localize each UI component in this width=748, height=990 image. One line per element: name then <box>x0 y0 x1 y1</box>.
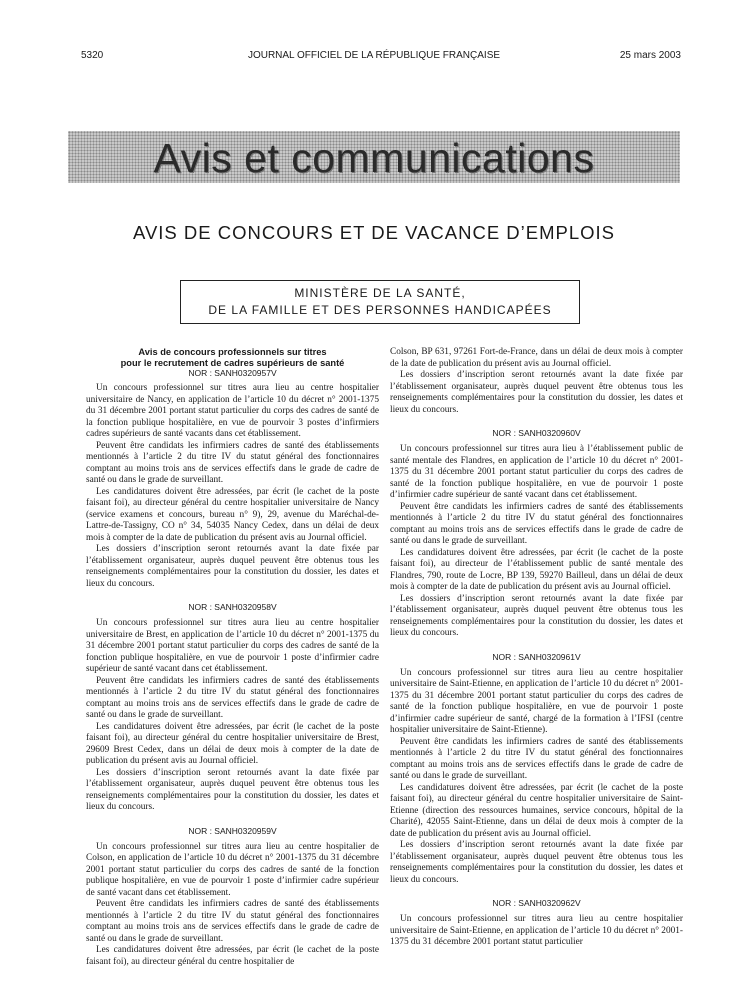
notice-group-title-line2: pour le recrutement de cadres supérieurs de santé <box>120 357 345 368</box>
nor-reference: NOR : SANH0320957V <box>188 368 277 378</box>
paragraph: Les dossiers d’inscription seront retournés avant la date fixée par l’établissement organisateur, auprès duquel peuvent être obtenus tous les renseignements complémentaires pour la constitution du dossier, les dates et lieux du concours. <box>86 544 379 589</box>
main-title: AVIS DE CONCOURS ET DE VACANCE D’EMPLOIS <box>132 222 616 243</box>
journal-title: JOURNAL OFFICIEL DE LA RÉPUBLIQUE FRANÇAISE <box>247 50 501 61</box>
ministry-line1: MINISTÈRE DE LA SANTÉ, <box>294 286 466 300</box>
paragraph: Les candidatures doivent être adressées, par écrit (le cachet de la poste faisant foi), au directeur général du centre hospitalier universitaire de Nancy (service examens et concours, bureau n° 9), 29, avenue du Maréchal-de-Lattre-de-Tassigny, CO n° 34, 54035 Nancy Cedex, dans un délai de deux mois à compter de la date de publication du présent avis au Journal officiel. <box>86 486 379 543</box>
paragraph: Les candidatures doivent être adressées, par écrit (le cachet de la poste faisant foi), au directeur général du centre hospitalier universitaire de Saint-Etienne (direction des ressources humaines, service concours, hôpital de la Charité), 42055 Saint-Etienne, dans un délai de deux mois à compter de la date de publication du présent avis au Journal officiel. <box>390 782 683 839</box>
nor-reference: NOR : SANH0320959V <box>188 825 277 836</box>
page-number: 5320 <box>81 50 104 61</box>
paragraph: Les dossiers d’inscription seront retournés avant la date fixée par l’établissement organisateur, auprès duquel peuvent être obtenus tous les renseignements complémentaires pour la constitution du dossier, les dates et lieux du concours. <box>86 767 379 812</box>
issue-date: 25 mars 2003 <box>619 50 681 61</box>
paragraph: Un concours professionnel sur titres aura lieu à l’établissement public de santé mentale des Flandres, en application de l’article 10 du décret n° 2001-1375 du 31 décembre 2001 portant statut particulier du corps des cadres de santé de la fonction publique hospitalière, en vue de pourvoir 1 poste d’infirmier cadre supérieur de santé vacant dans cet établissement. <box>390 444 683 500</box>
paragraph: Peuvent être candidats les infirmiers cadres de santé des établissements mentionnés à l’article 2 du titre IV du statut général des fonctionnaires comptant au moins trois ans de services effectifs dans le grade de cadre de santé ou dans le grade de surveillant. <box>390 501 683 546</box>
page-header <box>0 50 748 66</box>
notice-group-title-line1: Avis de concours professionnels sur titres <box>138 347 327 357</box>
paragraph: Peuvent être candidats les infirmiers cadres de santé des établissements mentionnés à l’article 2 du titre IV du statut général des fonctionnaires comptant au moins trois ans de services effectifs dans le grade de cadre de santé ou dans le grade de surveillant. <box>390 736 683 781</box>
nor-reference: NOR : SANH0320958V <box>188 602 277 612</box>
nor-reference: NOR : SANH0320961V <box>492 651 581 662</box>
paragraph: Les dossiers d’inscription seront retournés avant la date fixée par l’établissement organisateur, auprès duquel peuvent être obtenus tous les renseignements complémentaires pour la constitution du dossier, les dates et lieux du concours. <box>390 840 683 885</box>
nor-reference: NOR : SANH0320962V <box>492 898 581 908</box>
paragraph: Un concours professionnel sur titres aura lieu au centre hospitalier universitaire de Saint-Etienne, en application de l’article 10 du décret n° 2001-1375 du 31 décembre 2001 portant statut particulier <box>390 914 683 947</box>
paragraph: Peuvent être candidats les infirmiers cadres de santé des établissements mentionnés à l’article 2 du titre IV du statut général des fonctionnaires comptant au moins trois ans de services effectifs dans le grade de cadre de santé ou dans le grade de surveillant. <box>86 440 379 485</box>
left-column <box>86 347 379 968</box>
paragraph: Un concours professionnel sur titres aura lieu au centre hospitalier universitaire de Saint-Etienne, en application de l’article 10 du décret n° 2001-1375 du 31 décembre 2001 portant statut particulier du corps des cadres de santé de la fonction publique hospitalière, en vue de pourvoir 1 poste d’infirmier cadre supérieur de santé, chargé de la formation à l’IFSI (centre hospitalier universitaire de Saint-Etienne). <box>390 667 683 735</box>
paragraph: Un concours professionnel sur titres aura lieu au centre hospitalier de Colson, en application de l’article 10 du décret n° 2001-1375 du 31 décembre 2001 portant statut particulier du corps des cadres de santé de la fonction publique hospitalière, en vue de pourvoir 1 poste d’infirmier cadre supérieur de santé vacant dans cet établissement. <box>86 841 379 898</box>
ministry-box <box>180 280 580 324</box>
paragraph: Les dossiers d’inscription seront retournés avant la date fixée par l’établissement organisateur, auprès duquel peuvent être obtenus tous les renseignements complémentaires pour la constitution du dossier, les dates et lieux du concours. <box>390 593 683 638</box>
ministry-line2: DE LA FAMILLE ET DES PERSONNES HANDICAPÉES <box>208 303 552 317</box>
paragraph: Peuvent être candidats les infirmiers cadres de santé des établissements mentionnés à l’article 2 du titre IV du statut général des fonctionnaires comptant au moins trois ans de services effectifs dans le grade de cadre de santé ou dans le grade de surveillant. <box>86 675 379 720</box>
paragraph: Peuvent être candidats les infirmiers cadres de santé des établissements mentionnés à l’article 2 du titre IV du statut général des fonctionnaires comptant au moins trois ans de services effectifs dans le grade de cadre de santé ou dans le grade de surveillant. <box>86 899 379 944</box>
paragraph: Les candidatures doivent être adressées, par écrit (le cachet de la poste faisant foi), au directeur de l’établissement public de santé mentale des Flandres, 790, route de Locre, BP 139, 59270 Bailleul, dans un délai de deux mois à compter de la date de publication du présent avis au Journal officiel. <box>390 547 683 592</box>
paragraph: Un concours professionnel sur titres aura lieu au centre hospitalier universitaire de Nancy, en application de l’article 10 du décret n° 2001-1375 du 31 décembre 2001 portant statut particulier du corps des cadres de santé de la fonction publique hospitalière, en vue de pourvoir 3 postes d’infirmiers cadres supérieurs de santé vacants dans cet établissement. <box>86 383 379 439</box>
nor-reference: NOR : SANH0320960V <box>492 428 581 438</box>
section-banner-title: Avis et communications <box>153 135 595 181</box>
paragraph: Les dossiers d’inscription seront retournés avant la date fixée par l’établissement organisateur, auprès duquel peuvent être obtenus tous les renseignements complémentaires pour la constitution du dossier, les dates et lieux du concours. <box>390 370 683 415</box>
paragraph: Les candidatures doivent être adressées, par écrit (le cachet de la poste faisant foi), au directeur général du centre hospitalier de <box>86 945 379 967</box>
paragraph: Les candidatures doivent être adressées, par écrit (le cachet de la poste faisant foi), au directeur général du centre hospitalier universitaire de Brest, 29609 Brest Cedex, dans un délai de deux mois à compter de la date de publication du présent avis au Journal officiel. <box>86 721 379 766</box>
paragraph: Colson, BP 631, 97261 Fort-de-France, dans un délai de deux mois à compter de la date de publication du présent avis au Journal officiel. <box>390 347 683 369</box>
section-banner <box>68 131 680 183</box>
right-column <box>390 347 683 949</box>
paragraph: Un concours professionnel sur titres aura lieu au centre hospitalier universitaire de Brest, en application de l’article 10 du décret n° 2001-1375 du 31 décembre 2001 portant statut particulier du corps des cadres de santé de la fonction publique hospitalière, en vue de pourvoir 1 poste d’infirmier cadre supérieur de santé vacant dans cet établissement. <box>86 618 379 674</box>
